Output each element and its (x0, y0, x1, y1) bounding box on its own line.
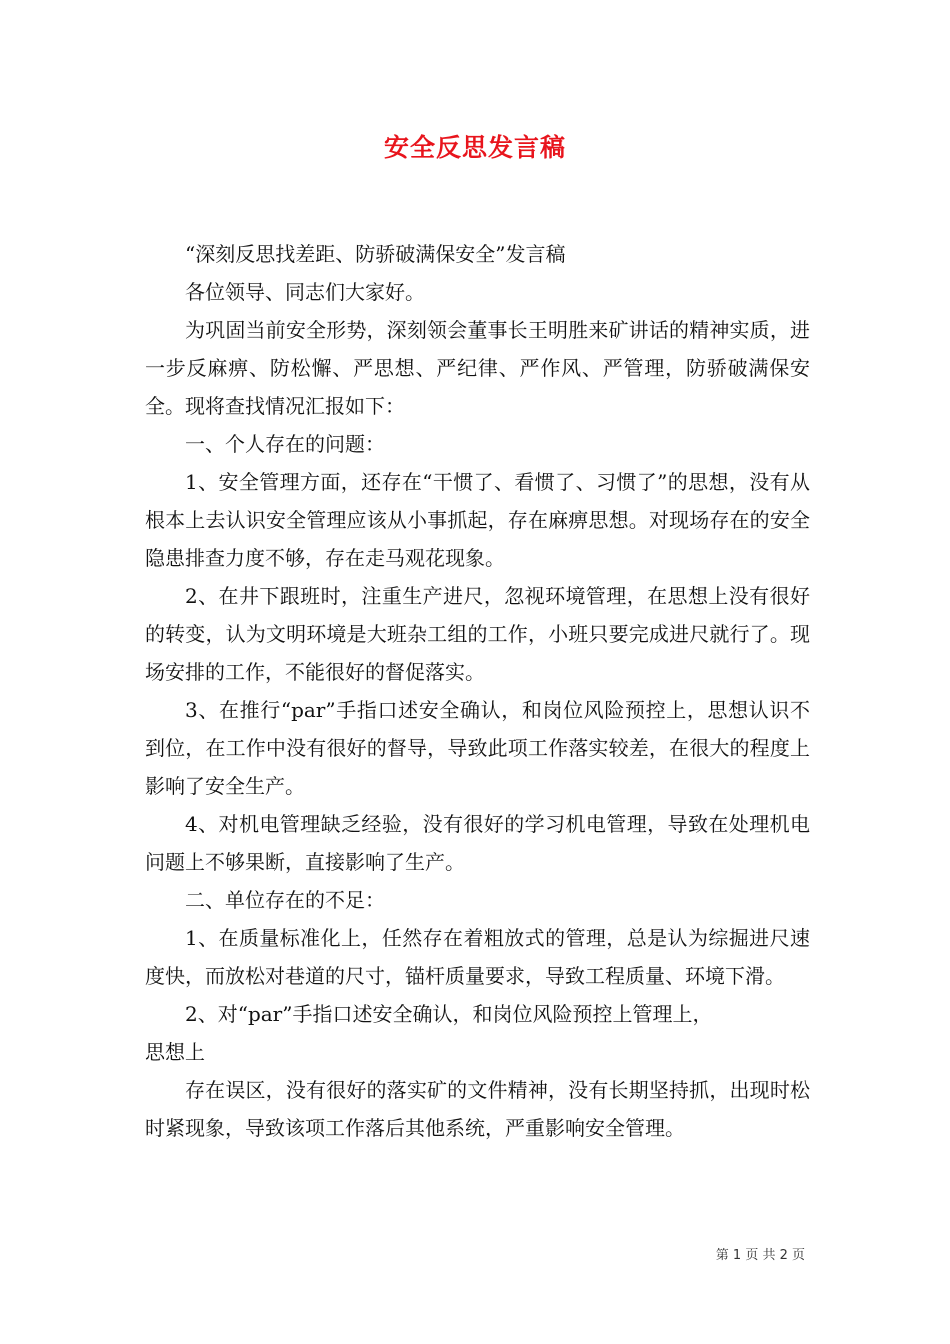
paragraph-personal-1: 1、安全管理方面，还存在“干惯了、看惯了、习惯了”的思想，没有从根本上去认识安全管理应该从小事抓起，存在麻痹思想。对现场存在的安全隐患排查力度不够，存在走马观花现象。 (145, 470, 810, 570)
paragraph-unit-1: 1、在质量标准化上，任然存在着粗放式的管理，总是认为综掘进尺速度快，而放松对巷道的尺寸，锚杆质量要求，导致工程质量、环境下滑。 (145, 926, 810, 988)
paragraph-personal-2: 2、在井下跟班时，注重生产进尺，忽视环境管理，在思想上没有很好的转变，认为文明环境是大班杂工组的工作，小班只要完成进尺就行了。现场安排的工作，不能很好的督促落实。 (145, 584, 810, 684)
paragraph-unit-2-continued: 存在误区，没有很好的落实矿的文件精神，没有长期坚持抓，出现时松时紧现象，导致该项工作落后其他系统，严重影响安全管理。 (145, 1078, 810, 1140)
page-footer: 第 1 页 共 2 页 (715, 1248, 805, 1263)
paragraph-unit-2: 2、对“par”手指口述安全确认，和岗位风险预控上管理上， (185, 1002, 713, 1026)
paragraph-unit-2-fragment: 思想上 (145, 1040, 205, 1064)
document-title: 安全反思发言稿 (383, 133, 566, 162)
section-heading-personal: 一、个人存在的问题： (185, 432, 385, 456)
document-body (145, 235, 810, 1147)
paragraph-personal-3: 3、在推行“par”手指口述安全确认，和岗位风险预控上，思想认识不到位，在工作中没有很好的督导，导致此项工作落实较差，在很大的程度上影响了安全生产。 (145, 698, 810, 798)
paragraph-heading: “深刻反思找差距、防骄破满保安全”发言稿 (185, 242, 566, 266)
paragraph-personal-4: 4、对机电管理缺乏经验，没有很好的学习机电管理，导致在处理机电问题上不够果断，直接影响了生产。 (145, 812, 810, 874)
paragraph-intro: 为巩固当前安全形势，深刻领会董事长王明胜来矿讲话的精神实质，进一步反麻痹、防松懈、严思想、严纪律、严作风、严管理，防骄破满保安全。现将查找情况汇报如下： (145, 318, 810, 418)
section-heading-unit: 二、单位存在的不足： (185, 888, 385, 912)
paragraph-greeting: 各位领导、同志们大家好。 (185, 280, 425, 304)
